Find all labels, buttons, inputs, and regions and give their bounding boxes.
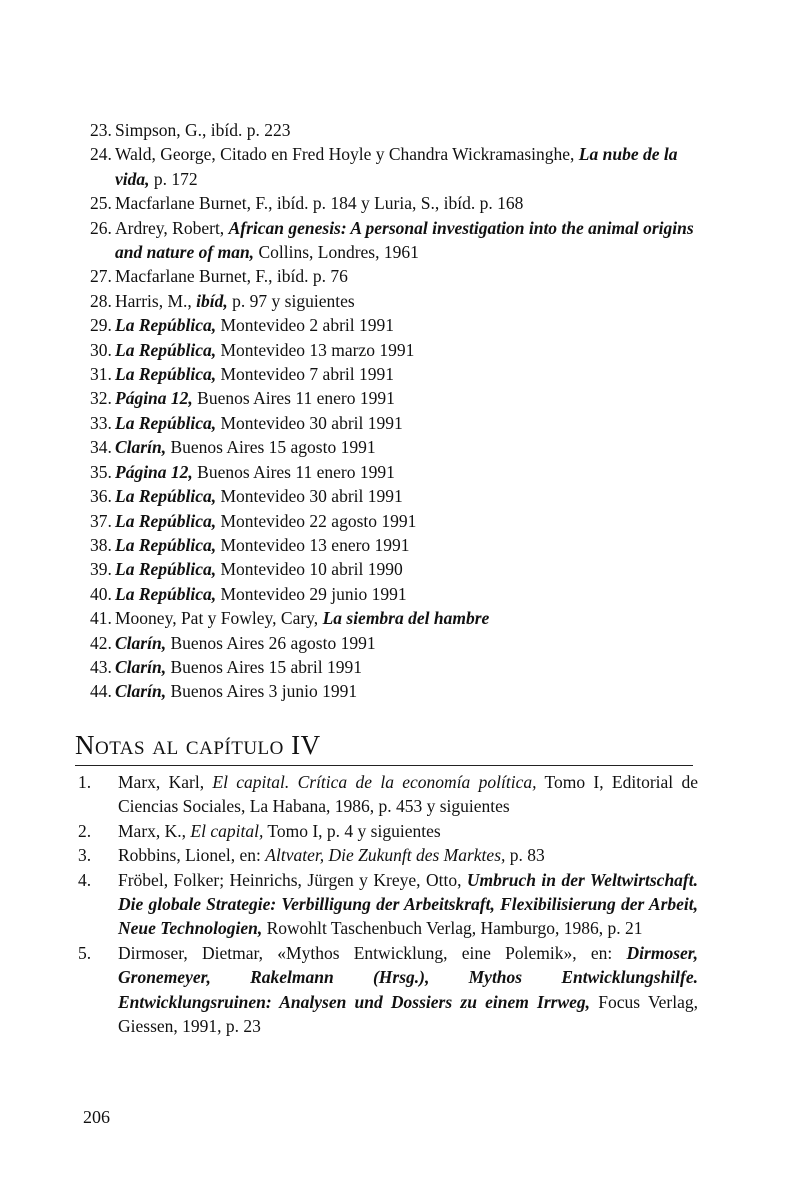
note-item: 31. La República, Montevideo 7 abril 1991 <box>90 362 710 386</box>
note-number: 4. <box>78 869 92 890</box>
note-title: La siembra del hambre <box>322 608 490 629</box>
note-item: 23. Simpson, G., ibíd. p. 223 <box>90 118 710 142</box>
note-title: La República, <box>115 559 217 580</box>
note-segment: Ardrey, Robert, <box>115 217 229 238</box>
note-item: 25. Macfarlane Burnet, F., ibíd. p. 184 y Luria, S., ibíd. p. 168 <box>90 191 710 215</box>
note-item <box>78 843 698 867</box>
note-title: La República, <box>115 486 217 507</box>
note-title: Clarín, <box>115 437 167 458</box>
note-segment: Buenos Aires 11 enero 1991 <box>192 461 395 482</box>
note-text <box>90 216 710 265</box>
note-segment: Buenos Aires 15 agosto 1991 <box>166 437 376 458</box>
note-segment: Macfarlane Burnet, F., ibíd. p. 184 y Luria, S., ibíd. p. 168 <box>115 193 524 214</box>
note-item: 37. La República, Montevideo 22 agosto 1991 <box>90 509 710 533</box>
note-segment: Montevideo 30 abril 1991 <box>216 486 403 507</box>
note-segment: Montevideo 13 marzo 1991 <box>216 339 415 360</box>
note-segment: Dirmoser, Dietmar, «Mythos Entwicklung, eine Polemik», en: <box>118 942 627 963</box>
note-segment: p. 83 <box>505 845 545 866</box>
note-segment: Montevideo 2 abril 1991 <box>216 315 394 336</box>
note-item: 35. Página 12, Buenos Aires 11 enero 1991 <box>90 460 710 484</box>
note-title: Dirmoser, Gronemeyer, Rakelmann (Hrsg.), Mythos Entwicklungshilfe. Entwicklungsruinen: Analysen und Dossiers zu einem Irrweg, <box>118 942 698 1012</box>
note-number: 3. <box>78 845 92 866</box>
notes-list-chapter-iii <box>90 118 710 704</box>
note-title: La República, <box>115 315 217 336</box>
note-title: La República, <box>115 412 217 433</box>
note-text <box>90 362 710 386</box>
note-segment: Montevideo 7 abril 1991 <box>216 364 394 385</box>
note-text <box>90 460 710 484</box>
note-number: 2. <box>78 820 92 841</box>
note-item: 28. Harris, M., ibíd, p. 97 y siguientes <box>90 289 710 313</box>
note-segment: Harris, M., <box>115 290 197 311</box>
note-item <box>78 770 698 819</box>
note-item: 38. La República, Montevideo 13 enero 1991 <box>90 533 710 557</box>
note-item: 24. Wald, George, Citado en Fred Hoyle y Chandra Wickramasinghe, La nube de la vida, p. 172 <box>90 142 710 191</box>
note-item: 34. Clarín, Buenos Aires 15 agosto 1991 <box>90 435 710 459</box>
note-title: Clarín, <box>115 681 167 702</box>
note-title: ibíd, <box>196 290 228 311</box>
note-item: 40. La República, Montevideo 29 junio 1991 <box>90 582 710 606</box>
note-segment: p. 172 <box>149 168 198 189</box>
note-segment: Mooney, Pat y Fowley, Cary, <box>115 608 323 629</box>
note-title: Clarín, <box>115 656 167 677</box>
note-text <box>90 606 710 630</box>
note-item: 32. Página 12, Buenos Aires 11 enero 1991 <box>90 386 710 410</box>
note-segment: Buenos Aires 15 abril 1991 <box>166 656 362 677</box>
note-segment: Simpson, G., ibíd. p. 223 <box>115 120 291 140</box>
note-text <box>90 509 710 533</box>
note-text <box>90 484 710 508</box>
note-segment: Buenos Aires 26 agosto 1991 <box>166 632 376 653</box>
note-segment: Montevideo 13 enero 1991 <box>216 534 410 555</box>
note-text <box>90 264 710 288</box>
note-text <box>90 582 710 606</box>
note-text <box>118 819 698 843</box>
note-segment: Tomo I, p. 4 y siguientes <box>263 820 441 841</box>
note-text <box>90 435 710 459</box>
note-item <box>78 819 698 843</box>
note-text <box>90 118 710 142</box>
note-title: La República, <box>115 583 217 604</box>
note-text <box>118 941 698 1039</box>
note-item: 26. Ardrey, Robert, African genesis: A personal investigation into the animal origins and nature of man, Collins, Londres, 1961 <box>90 216 710 265</box>
note-segment: Macfarlane Burnet, F., ibíd. p. 76 <box>115 266 348 287</box>
note-title: La República, <box>115 364 217 385</box>
note-segment: Robbins, Lionel, en: <box>118 845 266 866</box>
note-segment: Montevideo 10 abril 1990 <box>216 559 403 580</box>
note-item: 43. Clarín, Buenos Aires 15 abril 1991 <box>90 655 710 679</box>
note-text <box>90 533 710 557</box>
note-item: 29. La República, Montevideo 2 abril 1991 <box>90 313 710 337</box>
note-segment: Marx, Karl, <box>118 772 213 792</box>
note-text <box>90 142 710 191</box>
note-segment: Montevideo 29 junio 1991 <box>216 583 407 604</box>
page-number: 206 <box>83 1107 110 1127</box>
note-title: Altvater, Die Zukunft des Marktes, <box>265 845 506 866</box>
note-text <box>90 313 710 337</box>
note-item: 41. Mooney, Pat y Fowley, Cary, La siembra del hambre <box>90 606 710 630</box>
note-item: 44. Clarín, Buenos Aires 3 junio 1991 <box>90 679 710 703</box>
note-title: Página 12, <box>115 388 193 409</box>
note-segment: Montevideo 22 agosto 1991 <box>216 510 417 531</box>
note-segment: Rowohlt Taschenbuch Verlag, Hamburgo, 1986, p. 21 <box>262 918 643 939</box>
note-text <box>90 631 710 655</box>
note-title: El capital, <box>190 820 264 841</box>
note-title: La nube de la vida, <box>115 144 678 189</box>
note-item: 27. Macfarlane Burnet, F., ibíd. p. 76 <box>90 264 710 288</box>
note-item: 36. La República, Montevideo 30 abril 1991 <box>90 484 710 508</box>
note-segment: Buenos Aires 3 junio 1991 <box>166 681 358 702</box>
section-heading: Notas al capítulo IV <box>75 730 321 760</box>
note-segment: Montevideo 30 abril 1991 <box>216 412 403 433</box>
note-title: African genesis: A personal investigation into the animal origins and nature of man, <box>115 217 694 263</box>
note-text <box>90 386 710 410</box>
note-text <box>90 191 710 215</box>
note-item <box>78 941 698 1039</box>
note-number: 1. <box>78 772 92 792</box>
note-item: 33. La República, Montevideo 30 abril 1991 <box>90 411 710 435</box>
note-segment: p. 97 y siguientes <box>227 290 355 311</box>
note-title: Página 12, <box>115 461 193 482</box>
note-item: 42. Clarín, Buenos Aires 26 agosto 1991 <box>90 631 710 655</box>
note-text <box>90 289 710 313</box>
section-heading-block <box>75 730 693 766</box>
note-text <box>90 679 710 703</box>
note-text <box>90 557 710 581</box>
note-text <box>118 770 698 819</box>
note-segment: Tomo I, Editorial de Ciencias Sociales, La Habana, 1986, p. 453 y siguientes <box>118 772 698 817</box>
note-title: La República, <box>115 534 217 555</box>
note-item <box>78 868 698 941</box>
note-text <box>90 338 710 362</box>
note-item: 30. La República, Montevideo 13 marzo 1991 <box>90 338 710 362</box>
note-text <box>90 411 710 435</box>
note-text <box>118 843 698 867</box>
note-text <box>90 655 710 679</box>
heading-rule <box>75 765 693 766</box>
note-segment: Buenos Aires 11 enero 1991 <box>192 388 395 409</box>
note-title: La República, <box>115 339 217 360</box>
note-segment: Collins, Londres, 1961 <box>254 242 419 263</box>
note-segment: Fröbel, Folker; Heinrichs, Jürgen y Kreye, Otto, <box>118 869 467 890</box>
note-text <box>118 868 698 941</box>
note-title: Clarín, <box>115 632 167 653</box>
note-segment: Wald, George, Citado en Fred Hoyle y Chandra Wickramasinghe, <box>115 144 579 165</box>
note-segment: Focus Verlag, Giessen, 1991, p. 23 <box>118 991 698 1037</box>
note-title: La República, <box>115 510 217 531</box>
note-item: 39. La República, Montevideo 10 abril 1990 <box>90 557 710 581</box>
note-title: El capital. Crítica de la economía política, <box>212 772 537 792</box>
note-number: 5. <box>78 942 92 963</box>
notes-list-chapter-iv <box>78 770 698 1038</box>
note-title: Umbruch in der Weltwirtschaft. Die globale Strategie: Verbilligung der Arbeitskraft, Flexibilisierung der Arbeit, Neue Technologien, <box>118 869 698 939</box>
note-segment: Marx, K., <box>118 820 191 841</box>
